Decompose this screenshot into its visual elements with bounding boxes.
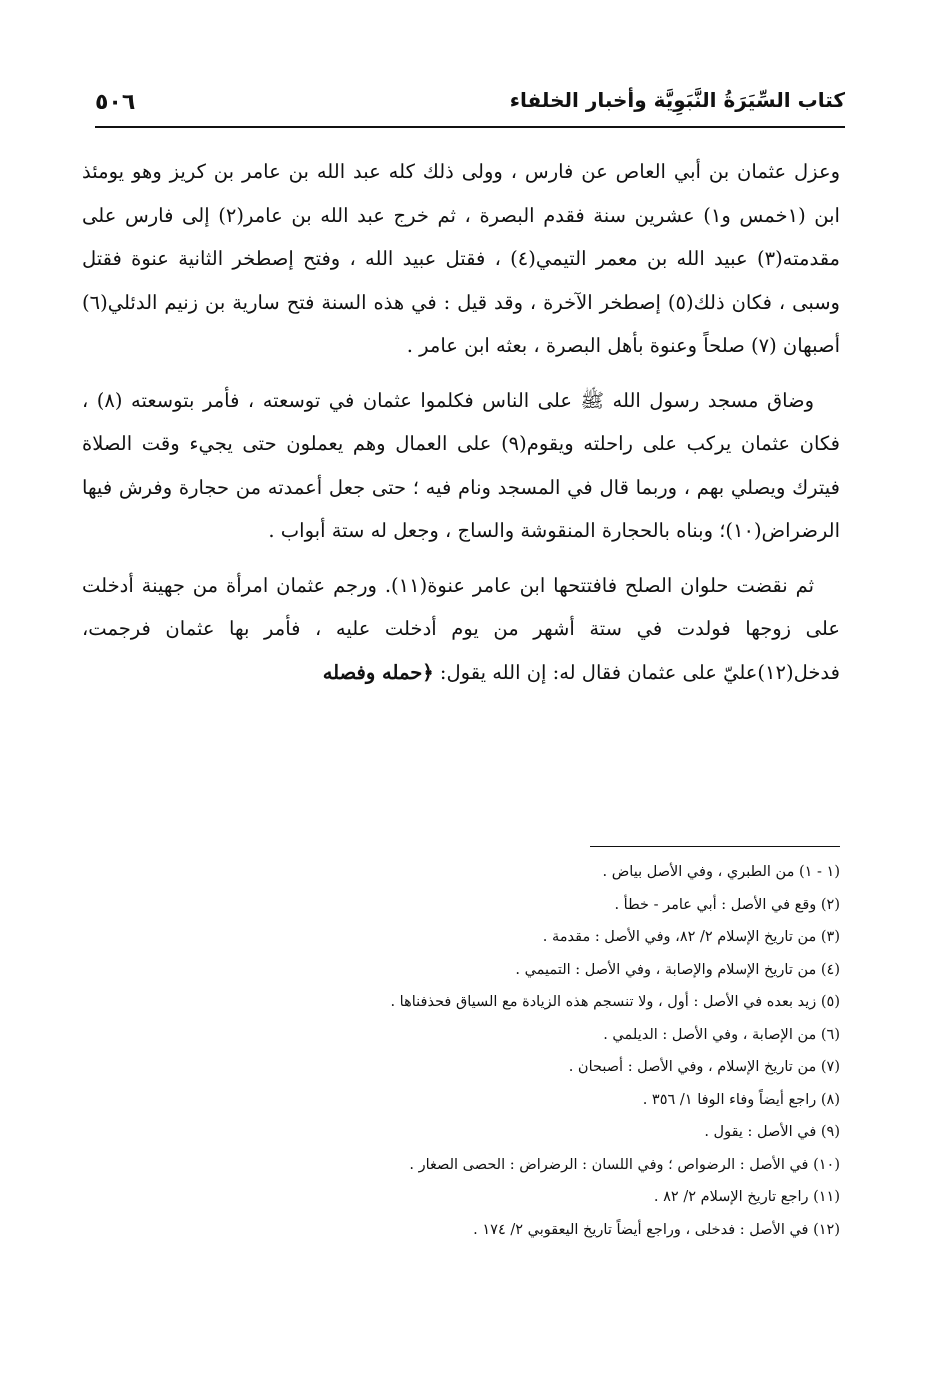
header-rule (95, 126, 845, 128)
paragraph (82, 379, 840, 553)
footnotes-rule (590, 846, 840, 847)
main-text (82, 150, 840, 705)
footnote: (٨) راجع أيضاً وفاء الوفا ١/ ٣٥٦ . (642, 1091, 840, 1108)
footnote: (٢) وقع في الأصل : أبي عامر - خطأ . (614, 896, 840, 913)
running-title: كتاب السِّيَرَةُ النَّبَوِيَّة وأخبار الخلفاء (509, 88, 845, 112)
footnote: (١ - ١) من الطبري ، وفي الأصل بياض . (602, 864, 840, 880)
footnote: (١٢) في الأصل : فدخلى ، وراجع أيضاً تاريخ اليعقوبي ٢/ ١٧٤ . (473, 1221, 840, 1238)
quran-quote: ﴿حمله وفصله (322, 660, 434, 684)
footnote: (٣) من تاريخ الإسلام ٢/ ٨٢، وفي الأصل : مقدمة . (542, 929, 840, 945)
footnote: (١٠) في الأصل : الرضواص ؛ وفي اللسان : الرضراض : الحصى الصغار . (409, 1156, 840, 1173)
footnotes-list (150, 856, 840, 1246)
footnote: (٤) من تاريخ الإسلام والإصابة ، وفي الأصل : التميمي . (515, 961, 840, 978)
footnote: (٥) زيد بعده في الأصل : أول ، ولا تنسجم هذه الزيادة مع السياق فحذفناها . (390, 994, 840, 1010)
paragraph-text: وعزل عثمان بن أبي العاص عن فارس ، وولى ذلك كله عبد الله بن عامر بن كريز وهو يومئذ ابن (١خمس و١) عشرين سنة فقدم البصرة ، ثم خرج عبد الله بن عامر(٢) إلى فارس على مقدمته(٣) عبيد الله بن معمر التيمي(٤) ، فقتل عبيد الله ، وفتح إصطخر الثانية عنوة فقتل وسبى ، فكان ذلك(٥) إصطخر الآخرة ، وقد قيل : في هذه السنة فتح سارية بن زنيم الدئلي(٦) أصبهان (٧) صلحاً وعنوة بأهل البصرة ، بعثه ابن عامر . (82, 160, 840, 357)
footnote: (١١) راجع تاريخ الإسلام ٢/ ٨٢ . (653, 1189, 840, 1205)
page-number: ٥٠٦ (95, 90, 136, 115)
footnote: (٦) من الإصابة ، وفي الأصل : الديلمي . (603, 1026, 840, 1043)
paragraph-text: وضاق مسجد رسول الله ﷺ على الناس فكلموا عثمان في توسعته ، فأمر بتوسعته (٨) ، فكان عثمان يركب على راحلته ويقوم(٩) على العمال وهم يعملون حتى يجيء وقت الصلاة فيترك ويصلي بهم ، وربما قال في المسجد ونام فيه ؛ حتى جعل أعمدته من حجارة وفرش فيها الرضراض(١٠)؛ وبناه بالحجارة المنقوشة والساج ، وجعل له ستة أبواب . (82, 388, 840, 542)
paragraph (82, 150, 840, 368)
paragraph (82, 564, 840, 695)
paragraph-text: ثم نقضت حلوان الصلح فافتتحها ابن عامر عنوة(١١). ورجم عثمان امرأة من جهينة أدخلت على زوجها فولدت في ستة أشهر من يوم أدخلت عليه ، فأمر بها عثمان فرجمت، فدخل(١٢)عليّ على عثمان فقال له: إن الله يقول: (82, 573, 840, 684)
footnote: (٩) في الأصل : يقول . (704, 1124, 840, 1140)
footnote: (٧) من تاريخ الإسلام ، وفي الأصل : أصبحان . (568, 1059, 840, 1075)
running-header (95, 82, 845, 128)
